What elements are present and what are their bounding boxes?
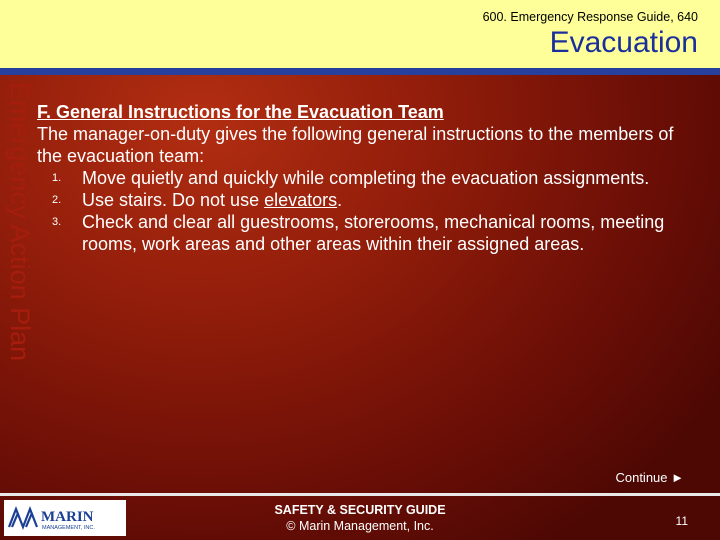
list-item <box>52 211 697 255</box>
side-label: Emergency Action Plan <box>5 82 35 362</box>
header-divider <box>0 68 720 75</box>
step-text: Check and clear all guestrooms, storerooms, mechanical rooms, meeting rooms, work areas and other areas within their assigned areas. <box>82 212 665 254</box>
footer-title: SAFETY & SECURITY GUIDE <box>274 503 446 517</box>
company-logo <box>4 500 126 536</box>
continue-button[interactable]: Continue ► <box>615 470 684 485</box>
intro-text: The manager-on-duty gives the following general instructions to the members of the evacuation team: <box>37 124 674 166</box>
footer-center <box>210 502 510 535</box>
steps-list <box>37 167 697 255</box>
section-heading: F. General Instructions for the Evacuation Team <box>37 102 444 122</box>
elevators-link[interactable]: elevators <box>264 190 338 210</box>
logo-mark-icon <box>4 500 126 536</box>
header <box>0 0 720 68</box>
footer <box>0 496 720 540</box>
list-item <box>52 167 697 189</box>
page-number: 11 <box>675 514 688 528</box>
step-number: 1. <box>52 172 62 184</box>
list-item <box>52 189 697 211</box>
step-text-end: . <box>337 190 343 210</box>
logo-subtitle: MANAGEMENT, INC. <box>42 525 95 531</box>
step-text: Use stairs. Do not use <box>82 190 265 210</box>
footer-copyright: © Marin Management, Inc. <box>286 519 434 533</box>
step-number: 3. <box>52 216 62 228</box>
step-number: 2. <box>52 194 62 206</box>
header-subtitle: 600. Emergency Response Guide, 640 <box>482 10 698 24</box>
step-text: Move quietly and quickly while completing the evacuation assignments. <box>82 168 650 188</box>
logo-wordmark: MARIN <box>41 509 94 525</box>
page-title: Evacuation <box>549 26 698 59</box>
content <box>37 101 697 255</box>
